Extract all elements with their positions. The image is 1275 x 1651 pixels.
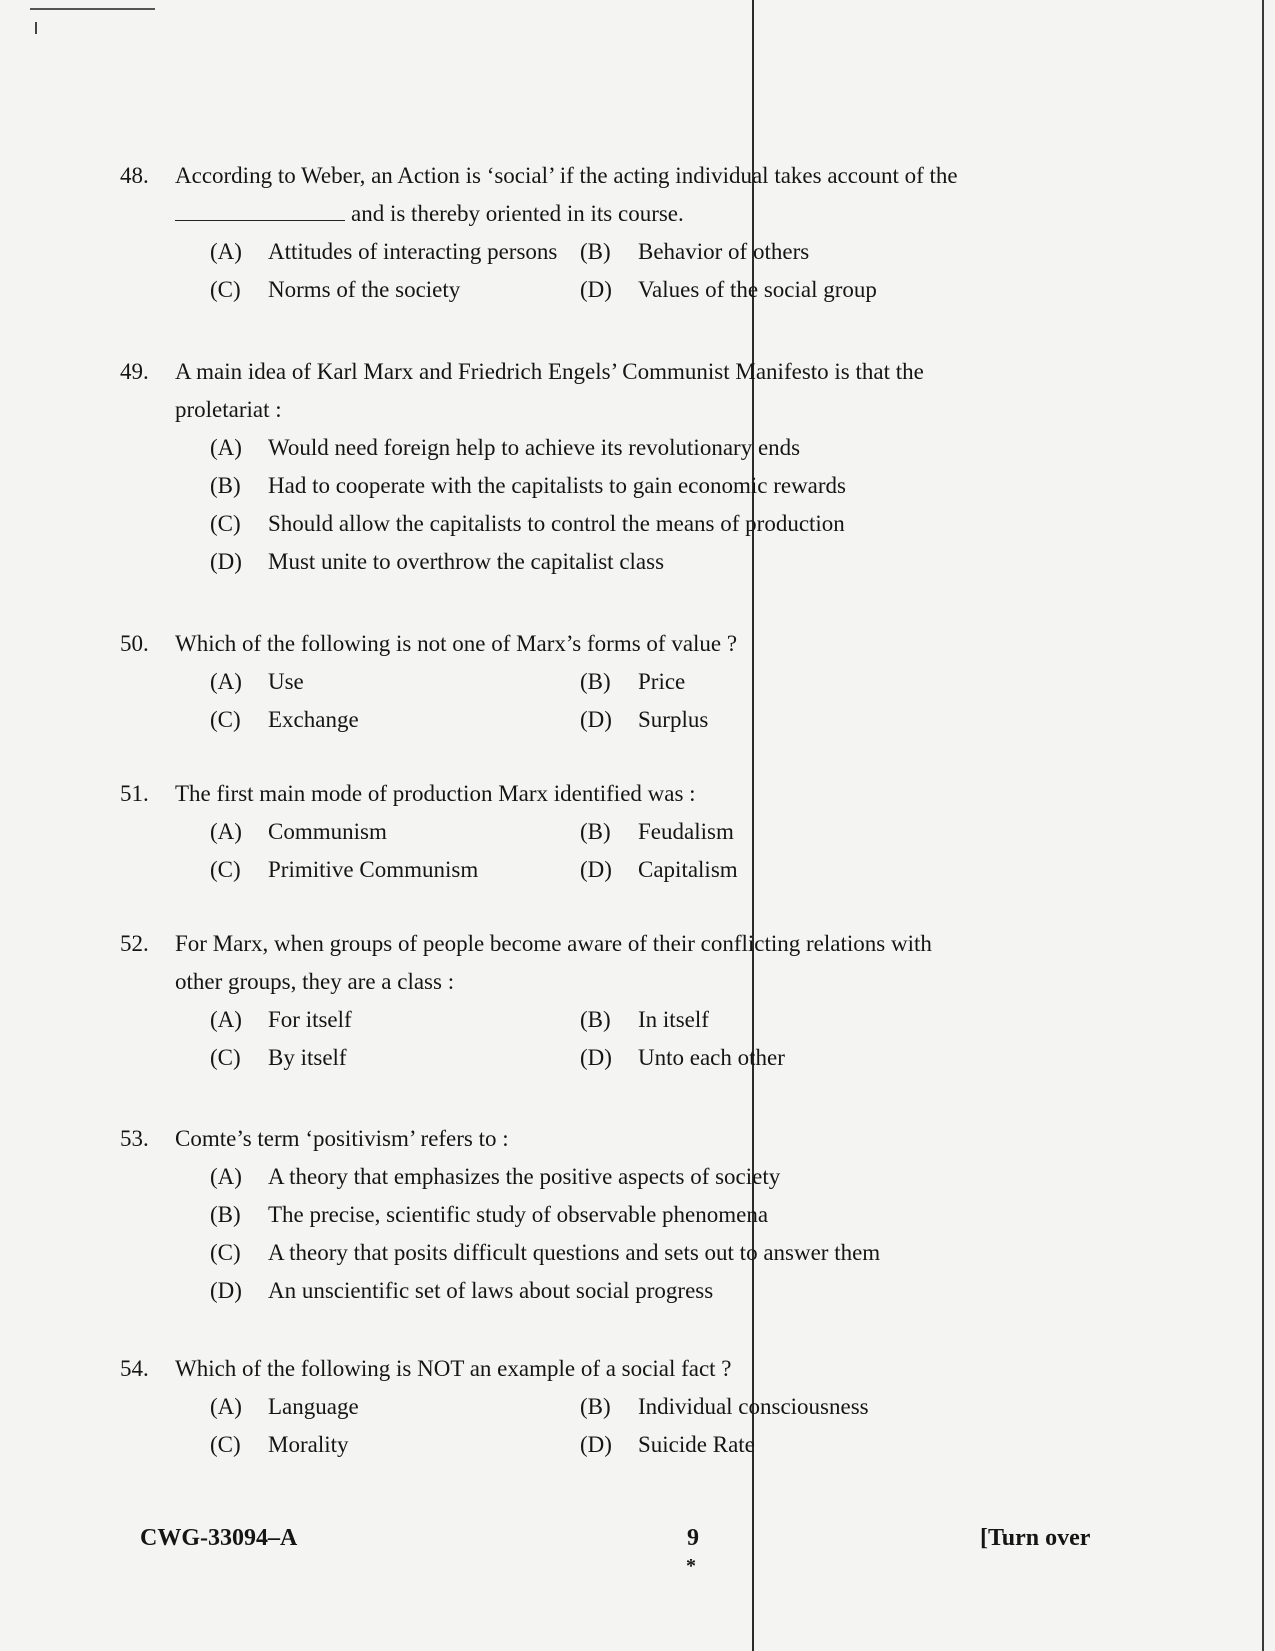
option-a[interactable]: (A) For itself <box>210 1007 352 1032</box>
question-48 <box>120 157 980 309</box>
option-b[interactable]: (B) The precise, scientific study of observable phenomena <box>210 1202 769 1227</box>
option-b[interactable]: (B) Feudalism <box>580 819 734 844</box>
question-53 <box>120 1120 980 1310</box>
star-mark: * <box>686 1555 696 1577</box>
option-b[interactable]: (B) In itself <box>580 1007 709 1032</box>
option-b[interactable]: (B) Individual consciousness <box>580 1394 869 1419</box>
option-d[interactable]: (D) Must unite to overthrow the capitalist class <box>210 549 665 574</box>
question-stem: For Marx, when groups of people become aware of their conflicting relations with other groups, they are a class : <box>175 931 932 994</box>
option-d[interactable]: (D) Unto each other <box>580 1045 785 1070</box>
question-52 <box>120 925 980 1077</box>
question-number: 52. <box>120 931 149 956</box>
question-49 <box>120 353 980 581</box>
question-number: 48. <box>120 163 149 188</box>
option-c[interactable]: (C) By itself <box>210 1045 347 1070</box>
question-number: 53. <box>120 1126 149 1151</box>
question-number: 49. <box>120 359 149 384</box>
options <box>210 1388 980 1464</box>
top-rule <box>30 8 155 10</box>
options <box>210 813 980 889</box>
options <box>210 663 980 739</box>
question-stem: Which of the following is NOT an example of a social fact ? <box>175 1356 732 1381</box>
option-c[interactable]: (C) Primitive Communism <box>210 857 479 882</box>
option-a[interactable]: (A) Communism <box>210 819 387 844</box>
question-number: 54. <box>120 1356 149 1381</box>
option-a[interactable]: (A) Attitudes of interacting persons <box>210 239 558 264</box>
option-d[interactable]: (D) Capitalism <box>580 857 738 882</box>
question-51 <box>120 775 980 889</box>
option-b[interactable]: (B) Had to cooperate with the capitalists to gain economic rewards <box>210 473 846 498</box>
question-number: 50. <box>120 631 149 656</box>
page-number: 9 <box>687 1525 699 1551</box>
question-50 <box>120 625 980 739</box>
option-b[interactable]: (B) Behavior of others <box>580 239 810 264</box>
option-b[interactable]: (B) Price <box>580 669 686 694</box>
paper-code: CWG-33094–A <box>140 1525 298 1551</box>
question-stem: The first main mode of production Marx identified was : <box>175 781 696 806</box>
options <box>210 233 980 309</box>
option-d[interactable]: (D) Suicide Rate <box>580 1432 755 1457</box>
option-c[interactable]: (C) A theory that posits difficult questions and sets out to answer them <box>210 1240 881 1265</box>
turn-over-label: [Turn over <box>980 1525 1091 1551</box>
question-stem: According to Weber, an Action is ‘social’ if the acting individual takes account of the <box>175 163 958 188</box>
option-c[interactable]: (C) Exchange <box>210 707 359 732</box>
options <box>210 1001 980 1077</box>
option-a[interactable]: (A) Language <box>210 1394 359 1419</box>
option-c[interactable]: (C) Morality <box>210 1432 349 1457</box>
options <box>210 429 980 581</box>
option-d[interactable]: (D) An unscientific set of laws about social progress <box>210 1278 714 1303</box>
option-c[interactable]: (C) Norms of the society <box>210 277 461 302</box>
option-c[interactable]: (C) Should allow the capitalists to control the means of production <box>210 511 845 536</box>
scan-edge-line <box>1262 0 1264 1651</box>
option-a[interactable]: (A) Would need foreign help to achieve its revolutionary ends <box>210 435 801 460</box>
question-number: 51. <box>120 781 149 806</box>
option-d[interactable]: (D) Surplus <box>580 707 709 732</box>
corner-mark <box>35 22 37 34</box>
question-stem-continuation: and is thereby oriented in its course. <box>175 195 980 233</box>
question-stem: Which of the following is not one of Marx’s forms of value ? <box>175 631 738 656</box>
answer-blank <box>175 198 345 221</box>
question-54 <box>120 1350 980 1464</box>
question-stem: Comte’s term ‘positivism’ refers to : <box>175 1126 509 1151</box>
option-a[interactable]: (A) A theory that emphasizes the positive aspects of society <box>210 1164 781 1189</box>
option-a[interactable]: (A) Use <box>210 669 304 694</box>
question-stem: A main idea of Karl Marx and Friedrich Engels’ Communist Manifesto is that the proletariat : <box>175 359 924 422</box>
option-d[interactable]: (D) Values of the social group <box>580 277 877 302</box>
options <box>210 1158 980 1310</box>
